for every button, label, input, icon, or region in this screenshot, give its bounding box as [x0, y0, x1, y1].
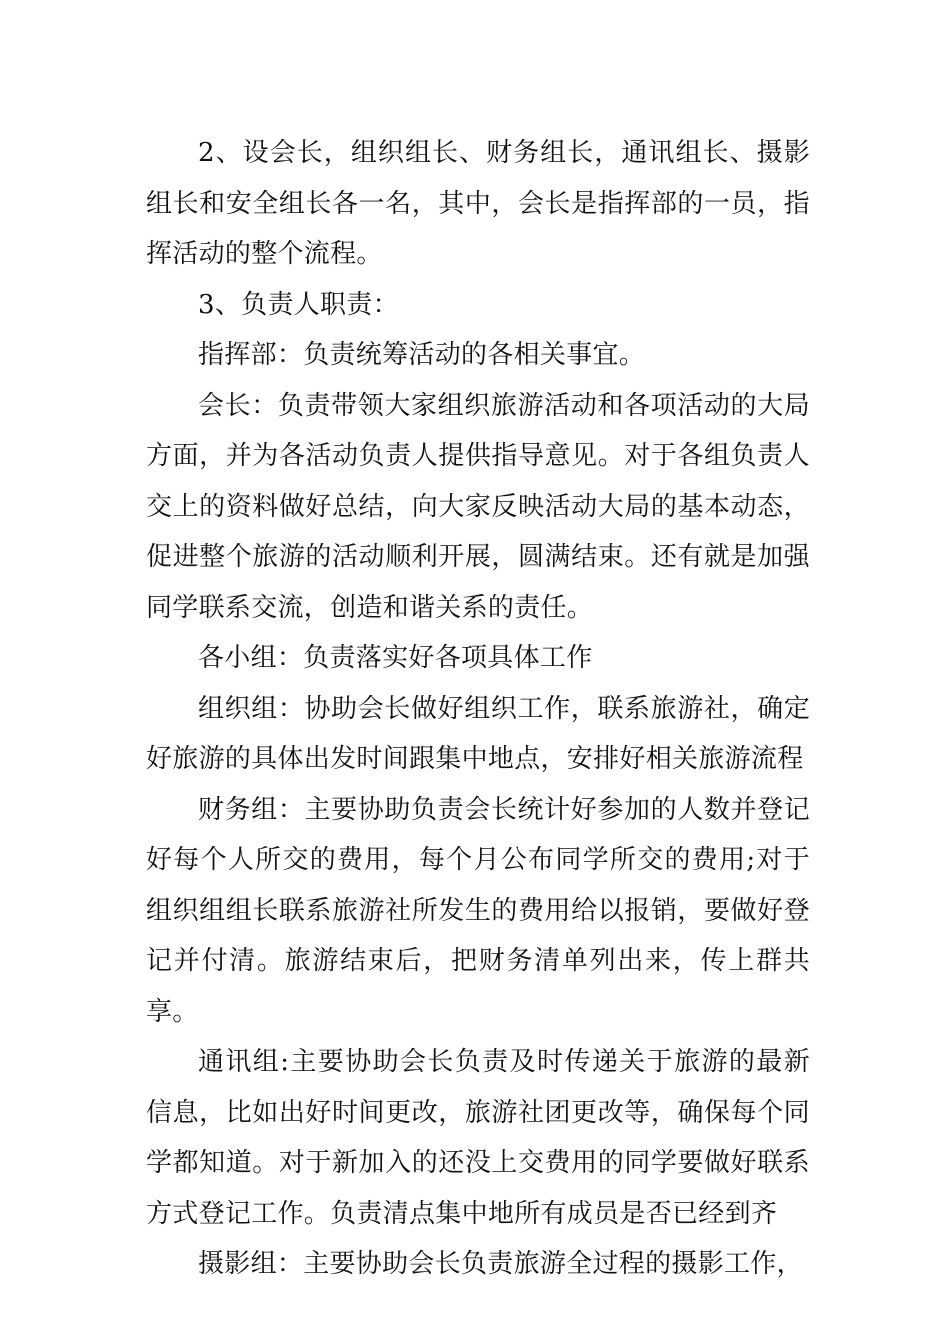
paragraph-command-center: 指挥部：负责统筹活动的各相关事宜。 [198, 340, 646, 370]
document-body [146, 128, 810, 1290]
paragraph-responsibilities-heading: 3、负责人职责： [198, 289, 399, 320]
paragraph-photography-group: 摄影组：主要协助会长负责旅游全过程的摄影工作， [198, 1249, 803, 1279]
paragraph-president: 会长：负责带领大家组织旅游活动和各项活动的大局方面，并为各活动负责人提供指导意见。对于各组负责人交上的资料做好总结，向大家反映活动大局的基本动态，促进整个旅游的活动顺利开展，圆满结束。还有就是加强同学联系交流，创造和谐关系的责任。 [146, 390, 810, 623]
paragraph-groups: 各小组：负责落实好各项具体工作 [198, 643, 593, 673]
paragraph-finance-group: 财务组：主要协助负责会长统计好参加的人数并登记好每个人所交的费用，每个月公布同学所交的费用;对于组织组组长联系旅游社所发生的费用给以报销，要做好登记并付清。旅游结束后，把财务清单列出来，传上群共享。 [146, 794, 810, 1027]
paragraph-organizing-group: 组织组：协助会长做好组织工作，联系旅游社，确定好旅游的具体出发时间跟集中地点，安排好相关旅游流程 [146, 693, 810, 774]
paragraph-organization-roles: 2、设会长，组织组长、财务组长，通讯组长、摄影组长和安全组长各一名，其中，会长是指挥部的一员，指挥活动的整个流程。 [146, 138, 810, 269]
paragraph-communication-group: 通讯组:主要协助会长负责及时传递关于旅游的最新信息，比如出好时间更改，旅游社团更改等，确保每个同学都知道。对于新加入的还没上交费用的同学要做好联系方式登记工作。负责清点集中地所有成员是否已经到齐 [146, 1047, 810, 1229]
